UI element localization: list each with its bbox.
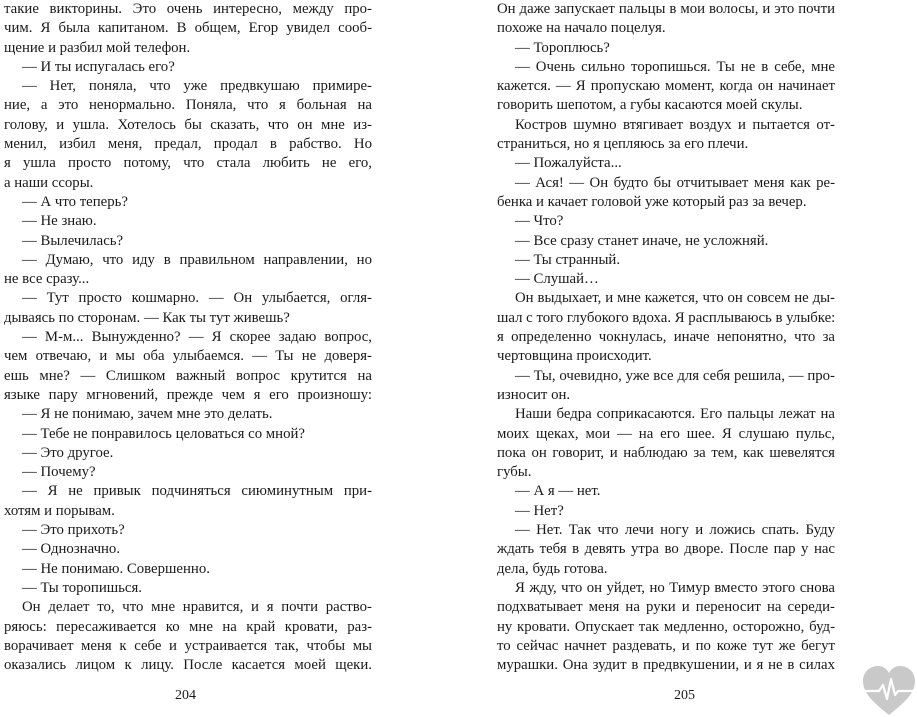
text-line: такие викторины. Это очень интересно, между про- xyxy=(4,1,372,17)
text-line: то сейчас начнет раздевать, и по коже тут же бегут xyxy=(497,637,835,654)
text-line: — Нет? xyxy=(515,502,564,519)
text-line: моих щеках, мои — на его шее. Я слушаю пульс, xyxy=(497,425,835,442)
text-line: — Я не понимаю, зачем мне это делать. xyxy=(22,406,273,423)
text-line: — Очень сильно торопишься. Ты не в себе, мне xyxy=(515,58,835,75)
text-line: шал с того глубокого вдоха. Я расплываюсь в улыбке: xyxy=(497,309,836,326)
right-page xyxy=(459,0,917,717)
text-line: языке пару мгновений, прежде чем я его произношу: xyxy=(4,386,372,403)
left-page xyxy=(0,0,456,717)
text-line: пока он говорит, и наблюдаю за тем, как шевелятся xyxy=(497,444,835,461)
text-line: — Слушай… xyxy=(515,271,599,288)
text-line: — Не понимаю. Совершенно. xyxy=(22,560,210,577)
text-line: щение и разбил мой телефон. xyxy=(4,39,191,56)
right-page-text xyxy=(497,0,835,675)
text-line: — Ты, очевидно, уже все для себя решила, — про- xyxy=(515,367,835,384)
text-line: страниться, но я цепляюсь за его плечи. xyxy=(497,136,749,153)
text-line: Я жду, что он уйдет, но Тимур вместо этого снова xyxy=(515,579,835,596)
text-line: я ушла просто потому, что стала любить не его, xyxy=(4,155,372,172)
text-line: чем отвечаю, и мы оба улыбаемся. — Ты не доверя- xyxy=(4,348,372,365)
text-line: — Думаю, что иду в правильном направлении, но xyxy=(22,251,372,268)
text-line: не все сразу... xyxy=(4,271,90,288)
text-line: дела, будь готова. xyxy=(497,560,608,577)
text-line: чим. Я была капитаном. В общем, Егор увидел сооб- xyxy=(4,20,372,37)
text-line: — Не знаю. xyxy=(22,213,97,230)
text-line: — Однозначно. xyxy=(22,541,121,558)
text-line: ешь мне? — Слишком важный вопрос крутится на xyxy=(4,367,372,384)
text-line: — Что? xyxy=(515,213,564,230)
text-line: подхватывает меня на руки и переносит на середи- xyxy=(497,599,835,616)
text-line: кажется. — Я пропускаю момент, когда он начинает xyxy=(497,78,835,95)
text-line: Он даже запускает пальцы в мои волосы, и это почти xyxy=(497,1,835,17)
text-line: чертовщина происходит. xyxy=(497,348,652,365)
text-line: — А что теперь? xyxy=(22,193,128,210)
text-line: износит он. xyxy=(497,386,571,403)
text-line: Он выдыхает, и мне кажется, что он совсем не ды- xyxy=(515,290,835,307)
text-line: ну кровати. Опускает так медленно, осторожно, буд- xyxy=(497,618,835,635)
text-line: — Нет, поняла, что уже предвкушаю примире- xyxy=(22,78,372,95)
text-line: — Вылечилась? xyxy=(22,232,124,249)
text-line: — Почему? xyxy=(22,464,96,481)
text-line: — Тут просто кошмарно. — Он улыбается, огля- xyxy=(22,290,372,307)
right-page-number: 205 xyxy=(674,688,695,703)
text-line: — Нет. Так что лечи ногу и ложись спать. Буду xyxy=(515,522,835,539)
text-line: — Ты странный. xyxy=(515,251,621,268)
text-line: — Ты торопишься. xyxy=(22,579,142,596)
heart-pulse-icon xyxy=(861,665,917,717)
text-line: — А я — нет. xyxy=(515,483,601,500)
text-line: голову, и ушла. Хотелось бы сказать, что он мне из- xyxy=(4,116,372,133)
text-line: хотям и порывам. xyxy=(4,502,115,519)
text-line: — Это другое. xyxy=(22,444,114,461)
text-line: дываясь по сторонам. — Как ты тут живешь? xyxy=(4,309,290,326)
text-line: мурашки. Она зудит в предвкушении, и я не в силах xyxy=(497,657,835,674)
left-page-number: 204 xyxy=(175,688,196,703)
text-line: — Это прихоть? xyxy=(22,522,125,539)
text-line: ворачивает меня к себе и устраивается так, чтобы мы xyxy=(4,637,372,654)
text-line: ждать тебя в девять утра во дворе. После пар у нас xyxy=(497,541,835,558)
text-line: я определенно чокнулась, иначе непонятно, что за xyxy=(497,329,835,346)
text-line: — Тебе не понравилось целоваться со мной? xyxy=(22,425,305,442)
text-line: бенка и качает головой уже который раз за вечер. xyxy=(497,193,807,210)
text-line: похоже на начало поцелуя. xyxy=(497,20,666,37)
text-line: — И ты испугалась его? xyxy=(22,58,175,75)
text-line: — Ася! — Он будто бы отчитывает меня как ре- xyxy=(515,174,835,191)
text-line: Костров шумно втягивает воздух и пытается от- xyxy=(515,116,835,133)
text-line: — М-м... Вынужденно? — Я скорее задаю вопрос, xyxy=(22,329,372,346)
text-line: а наши ссоры. xyxy=(4,174,94,191)
text-line: — Я не привык подчиняться сиюминутным при- xyxy=(22,483,372,500)
text-line: ряюсь: пересаживается ко мне на край кровати, раз- xyxy=(4,618,372,635)
text-line: — Тороплюсь? xyxy=(515,39,610,56)
text-line: менил, избил меня, предал, продал в рабство. Но xyxy=(4,136,372,153)
left-page-text xyxy=(4,0,372,675)
text-line: оказались лицом к лицу. После касается моей щеки. xyxy=(4,657,372,674)
text-line: ние, а это ненормально. Поняла, что я больная на xyxy=(4,97,372,114)
text-line: говорить шепотом, а губы касаются моей скулы. xyxy=(497,97,803,114)
text-line: Он делает то, что мне нравится, и я почти раство- xyxy=(22,599,372,616)
text-line: Наши бедра соприкасаются. Его пальцы лежат на xyxy=(515,406,835,423)
text-line: — Пожалуйста... xyxy=(515,155,622,172)
text-line: — Все сразу станет иначе, не усложняй. xyxy=(515,232,769,249)
text-line: губы. xyxy=(497,464,532,481)
